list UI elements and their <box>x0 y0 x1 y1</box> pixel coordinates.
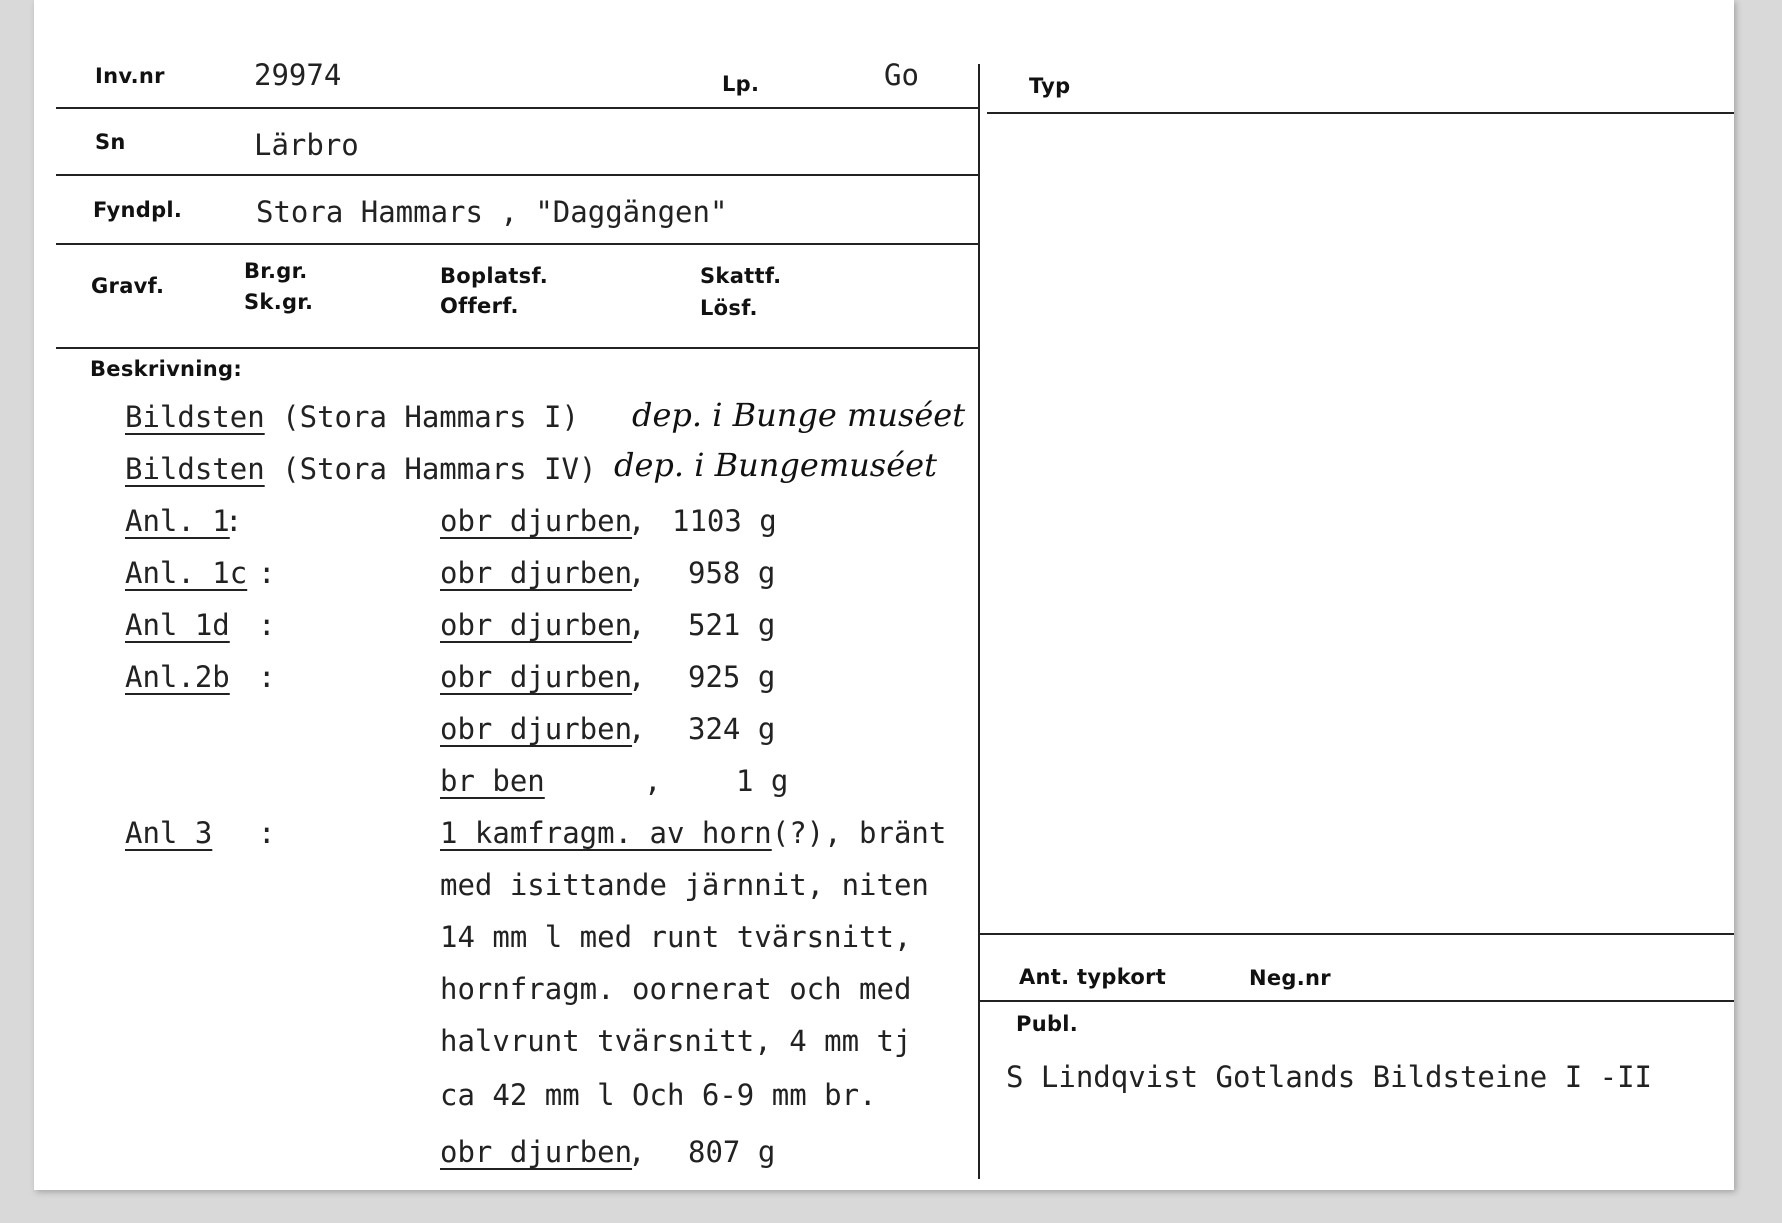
divider-typ-bottom <box>980 933 1734 935</box>
anl3-last-item: obr djurben <box>440 1135 633 1169</box>
anl-value: 958 g <box>688 556 776 590</box>
invnr-value: 29974 <box>254 58 342 92</box>
anl-comma: , <box>628 556 646 590</box>
anl-comma: , <box>644 764 662 798</box>
invnr-label: Inv.nr <box>95 64 165 88</box>
anl-value: 925 g <box>688 660 776 694</box>
anl3-first-rest: (?), bränt <box>771 816 947 850</box>
anl3-line: med isittande järnnit, niten <box>440 868 929 902</box>
anl-comma: , <box>628 608 646 642</box>
anl-value: 1103 g <box>672 504 777 538</box>
anl-comma: , <box>628 504 646 538</box>
bildsten-2-rest: (Stora Hammars IV) <box>264 452 597 486</box>
fyndpl-value: Stora Hammars , "Daggängen" <box>256 195 728 229</box>
anl-item: obr djurben <box>440 608 633 642</box>
anl-colon: : <box>258 556 276 590</box>
divider-gravf <box>56 347 979 349</box>
publ-value: S Lindqvist Gotlands Bildsteine I -II <box>1006 1060 1653 1094</box>
anl3-last-value: 807 g <box>688 1135 776 1169</box>
bildsten-2-note: dep. i Bungemuséet <box>614 446 937 484</box>
anl-item: br ben <box>440 764 545 798</box>
anl-value: 1 g <box>736 764 789 798</box>
anl3-first-underlined: 1 kamfragm. av horn <box>440 816 772 850</box>
ant-typkort-label: Ant. typkort <box>1019 965 1167 989</box>
divider-sn <box>56 174 979 176</box>
anl3-last-comma: , <box>628 1135 646 1169</box>
bildsten-2-term: Bildsten <box>125 452 265 486</box>
anl3-line: hornfragm. oornerat och med <box>440 972 912 1006</box>
bildsten-2 <box>125 452 596 486</box>
lp-label: Lp. <box>722 72 760 96</box>
sn-label: Sn <box>95 130 126 154</box>
typ-label: Typ <box>1029 74 1071 98</box>
anl-colon: : <box>225 504 243 538</box>
bildsten-1 <box>125 400 579 434</box>
anl-colon: : <box>258 608 276 642</box>
anl-label: Anl.2b <box>125 660 230 694</box>
anl-item: obr djurben <box>440 660 633 694</box>
anl3-colon: : <box>258 816 276 850</box>
anl3-line: halvrunt tvärsnitt, 4 mm tj <box>440 1024 912 1058</box>
lp-value: Go <box>884 58 919 92</box>
offerf-label: Offerf. <box>440 294 519 318</box>
boplatsf-label: Boplatsf. <box>440 264 549 288</box>
anl3-label: Anl 3 <box>125 816 213 850</box>
bildsten-1-note: dep. i Bunge muséet <box>632 396 966 434</box>
anl-label: Anl 1d <box>125 608 230 642</box>
anl-item: obr djurben <box>440 556 633 590</box>
catalog-card <box>34 0 1734 1190</box>
anl3-first-line <box>440 816 946 850</box>
divider-invnr <box>56 107 979 109</box>
brgr-label: Br.gr. <box>244 259 308 283</box>
anl-colon: : <box>258 660 276 694</box>
publ-label: Publ. <box>1016 1012 1079 1036</box>
bildsten-1-rest: (Stora Hammars I) <box>264 400 579 434</box>
anl-label: Anl. 1 <box>125 504 230 538</box>
anl-item: obr djurben <box>440 504 633 538</box>
gravf-label: Gravf. <box>91 274 165 298</box>
losf-label: Lösf. <box>700 296 758 320</box>
divider-ant <box>980 1000 1734 1002</box>
anl-comma: , <box>628 660 646 694</box>
sn-value: Lärbro <box>254 128 359 162</box>
vertical-divider <box>978 64 980 1179</box>
negnr-label: Neg.nr <box>1249 966 1331 990</box>
divider-typ <box>987 112 1734 114</box>
beskrivning-label: Beskrivning: <box>90 357 243 381</box>
divider-fyndpl <box>56 243 979 245</box>
anl-comma: , <box>628 712 646 746</box>
anl3-line: 14 mm l med runt tvärsnitt, <box>440 920 912 954</box>
skattf-label: Skattf. <box>700 264 782 288</box>
fyndpl-label: Fyndpl. <box>93 198 183 222</box>
bildsten-1-term: Bildsten <box>125 400 265 434</box>
anl3-line: ca 42 mm l Och 6-9 mm br. <box>440 1078 877 1112</box>
anl-value: 521 g <box>688 608 776 642</box>
anl-item: obr djurben <box>440 712 633 746</box>
skgr-label: Sk.gr. <box>244 290 314 314</box>
anl-label: Anl. 1c <box>125 556 248 590</box>
anl-value: 324 g <box>688 712 776 746</box>
